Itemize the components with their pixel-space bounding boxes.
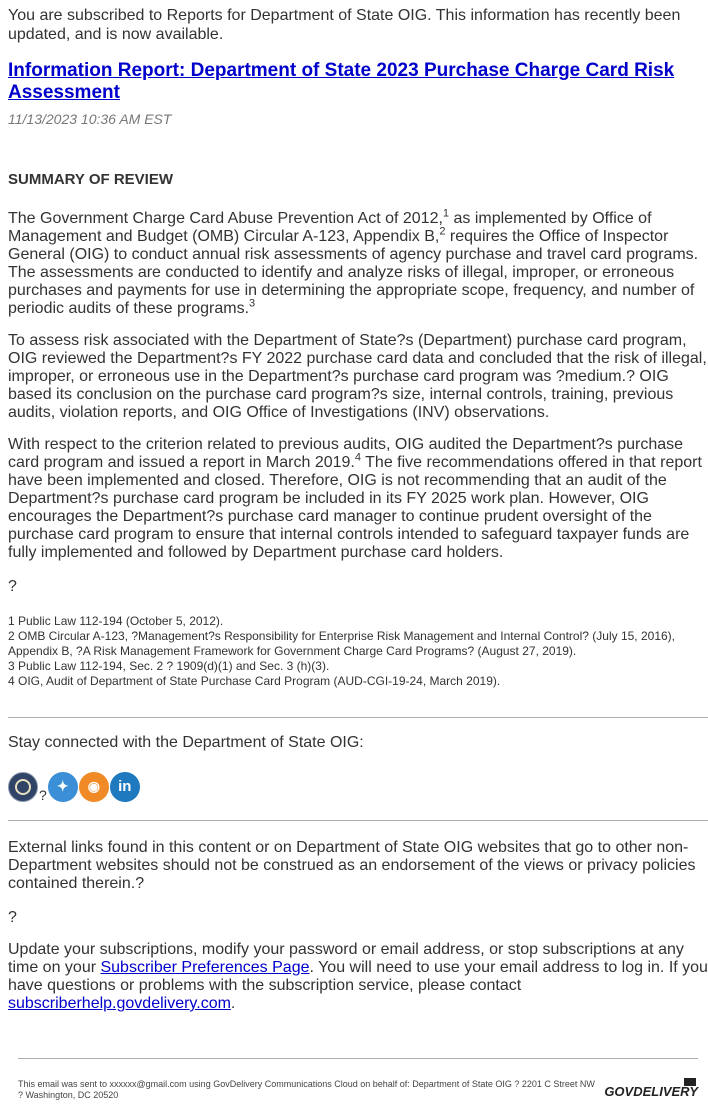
subscription-notice: You are subscribed to Reports for Department of State OIG. This information has recently been updated, and is now available. <box>8 7 681 43</box>
icon-separator: ? <box>39 787 47 803</box>
paragraph-3: With respect to the criterion related to previous audits, OIG audited the Department?s purchase card program and issued a report in March 2019.$^4$ The five recommendations offered in that report have been implemented and closed. Therefore, OIG is not recommending that an audit of the Department?s purchase card program be included in its FY 2025 work plan. However, OIG encourages the Department?s purchase card manager to continue prudent oversight of the purchase card program to ensure that internal controls intended to safeguard taxpayer funds are fully implemented and followed by Department purchase card holders. <box>8 436 702 561</box>
footnote-ref-2: 2 <box>439 225 446 238</box>
social-icons <box>8 770 708 802</box>
footnote-ref-1: 1 <box>442 207 450 220</box>
paragraph-1: The Government Charge Card Abuse Prevention Act of 2012,$^1$ as implemented by Office of Management and Budget (OMB) Circular A-123, Appendix B,$^2$ requires the Office of Inspector General (OIG) to conduct annual risk assessments of agency purchase and travel card programs. The assessments are conducted to identify and analyze risks of illegal, improper, or erroneous purchases and payments for use in determining the appropriate scope, frequency, and number of periodic audits of these programs.$^3$ <box>8 207 699 317</box>
paragraph-2: To assess risk associated with the Department of State?s (Department) purchase card program, OIG reviewed the Department?s FY 2022 purchase card data and concluded that the risk of illegal, improper, or erroneous use in the Department?s purchase card program was ?medium.? OIG based its conclusion on the purchase card program?s size, internal controls, training, previous audits, violation reports, and OIG Office of Investigations (INV) observations. <box>8 332 707 421</box>
footer-divider <box>18 1058 698 1059</box>
stay-connected-text: Stay connected with the Department of State OIG: <box>8 734 364 751</box>
footnote-3: 3 Public Law 112-194, Sec. 2 ? 1909(d)(1) and Sec. 3 (h)(3). <box>8 659 330 673</box>
subscriber-preferences-link[interactable]: Subscriber Preferences Page <box>100 959 310 976</box>
footer-address: This email was sent to xxxxxx@gmail.com using GovDelivery Communications Cloud on behalf of: Department of State OIG ? 2201 C Street NW ? Washington, DC 20520 <box>18 1079 595 1100</box>
twitter-icon[interactable]: ✦ <box>48 772 78 802</box>
rss-icon[interactable]: ◉ <box>79 772 109 802</box>
email-body <box>8 6 708 1013</box>
subscription-management: Update your subscriptions, modify your password or email address, or stop subscriptions at any time on your Subscriber Preferences Page. You will need to use your email address to log in. If you have questions or problems with the subscription service, please contact subscriberhelp.govdelivery.com. <box>8 941 708 1012</box>
footnote-4: 4 OIG, Audit of Department of State Purchase Card Program (AUD-CGI-19-24, March 2019). <box>8 674 501 688</box>
footnotes <box>8 614 708 689</box>
external-links-disclaimer: External links found in this content or on Department of State OIG websites that go to other non-Department websites should not be construed as an endorsement of the views or privacy policies contained therein.? <box>8 839 696 892</box>
report-title-link[interactable]: Information Report: Department of State 2023 Purchase Charge Card Risk Assessment <box>8 60 675 103</box>
placeholder-mark: ? <box>8 909 17 926</box>
footnote-2: 2 OMB Circular A-123, ?Management?s Responsibility for Enterprise Risk Management and Internal Control? (July 15, 2016), Appendix B, ?A Risk Management Framework for Government Charge Card Programs? (August 27, 2019). <box>8 629 675 658</box>
linkedin-icon[interactable]: in <box>110 772 140 802</box>
footer <box>18 1058 698 1101</box>
footnote-ref-4: 4 <box>354 451 361 464</box>
state-department-seal-icon[interactable] <box>8 772 38 802</box>
govdelivery-logo[interactable]: GOVDELIVERY <box>604 1084 698 1099</box>
footnote-1: 1 Public Law 112-194 (October 5, 2012). <box>8 614 224 628</box>
divider <box>8 820 708 821</box>
report-date: 11/13/2023 10:36 AM EST <box>8 111 172 127</box>
summary-heading: SUMMARY OF REVIEW <box>8 171 174 188</box>
footnote-ref-3: 3 <box>249 297 256 310</box>
divider <box>8 717 708 718</box>
subscriber-help-link[interactable]: subscriberhelp.govdelivery.com <box>8 995 231 1012</box>
placeholder-mark: ? <box>8 578 17 595</box>
